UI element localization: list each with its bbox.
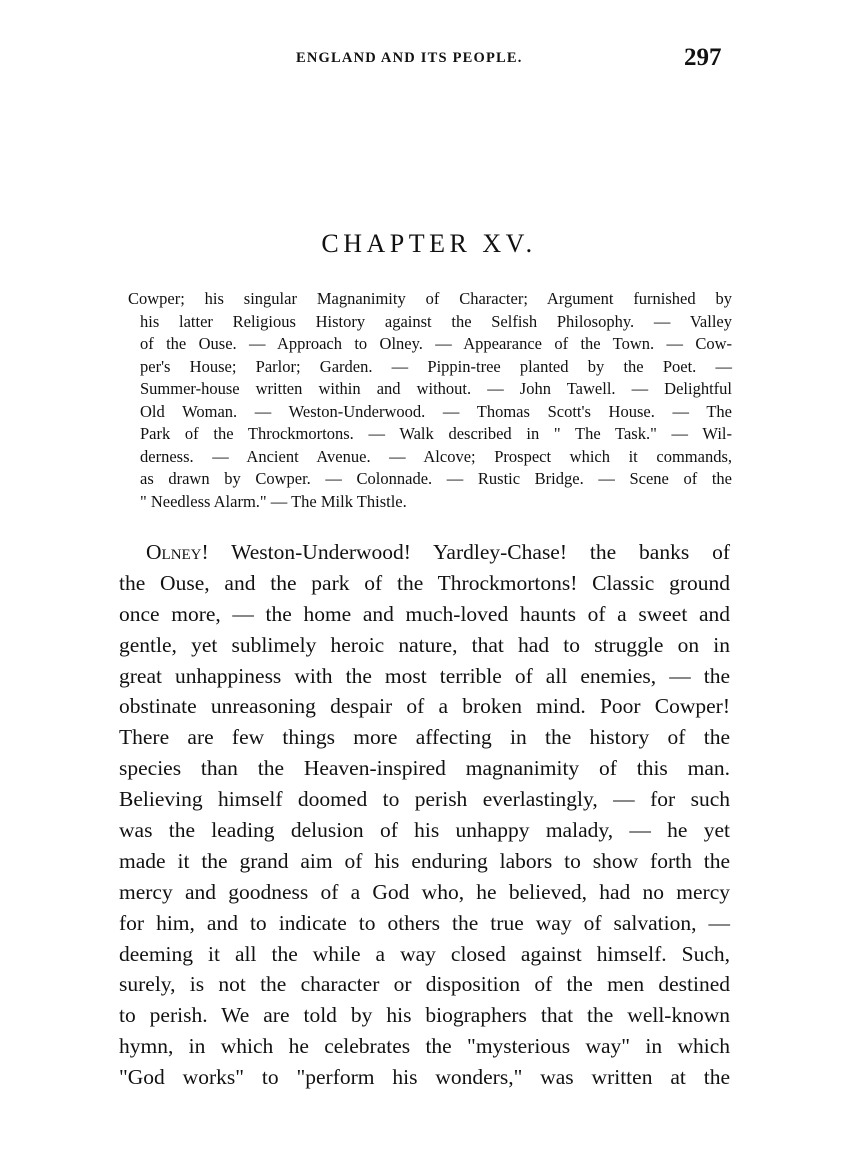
body-line: hymn, in which he celebrates the "mysterious way" in which [119,1034,730,1059]
running-head [0,40,850,80]
body-line: Believing himself doomed to perish everlastingly, — for such [119,787,730,812]
body-line: made it the grand aim of his enduring labors to show forth the [119,848,730,873]
body-line: There are few things more affecting in the history of the [119,725,730,750]
body-paragraph [119,537,730,1093]
body-line [119,537,730,568]
body-line: obstinate unreasoning despair of a broken mind. Poor Cowper! [119,694,730,719]
body-line: for him, and to indicate to others the true way of salvation, — [119,910,730,935]
body-line: once more, — the home and much-loved haunts of a sweet and [119,601,730,626]
body-line: the Ouse, and the park of the Throckmortons! Classic ground [119,570,730,595]
body-line: great unhappiness with the most terrible of all enemies, — the [119,663,730,688]
summary-line: his latter Religious History against the Selfish Philosophy. — Valley [140,311,732,331]
running-title: ENGLAND AND ITS PEOPLE. [296,50,523,66]
summary-line: of the Ouse. — Approach to Olney. — Appearance of the Town. — Cow- [140,334,732,353]
summary-line: Summer-house written within and without. — John Tawell. — Delightful [140,379,732,398]
summary-line: Cowper; his singular Magnanimity of Character; Argument furnished by [128,289,732,308]
first-line-text: ! Weston-Underwood! Yardley-Chase! the banks of [201,540,730,564]
chapter-heading: CHAPTER XV. [321,229,537,258]
body-line: species than the Heaven-inspired magnanimity of this man. [119,756,730,781]
body-line: to perish. We are told by his biographers that the well-known [119,1003,730,1028]
summary-line: " Needless Alarm." — The Milk Thistle. [140,491,407,511]
body-line: was the leading delusion of his unhappy malady, — he yet [119,818,730,843]
body-line: deeming it all the while a way closed against himself. Such, [119,941,730,966]
lead-word: Olney [146,540,202,564]
summary-line: as drawn by Cowper. — Colonnade. — Rustic Bridge. — Scene of the [140,469,732,488]
body-line: mercy and goodness of a God who, he believed, had no mercy [119,879,730,904]
page-number: 297 [684,44,722,71]
body-line: gentle, yet sublimely heroic nature, that had to struggle on in [119,632,730,657]
summary-line: per's House; Parlor; Garden. — Pippin-tree planted by the Poet. — [140,356,732,376]
chapter-summary [128,288,732,513]
summary-line: Park of the Throckmortons. — Walk described in " The Task." — Wil- [140,424,732,443]
body-line: "God works" to "perform his wonders," was written at the [119,1065,730,1090]
body-line: surely, is not the character or disposition of the men destined [119,972,730,997]
summary-line: derness. — Ancient Avenue. — Alcove; Prospect which it commands, [140,446,732,466]
summary-line: Old Woman. — Weston-Underwood. — Thomas Scott's House. — The [140,401,732,421]
